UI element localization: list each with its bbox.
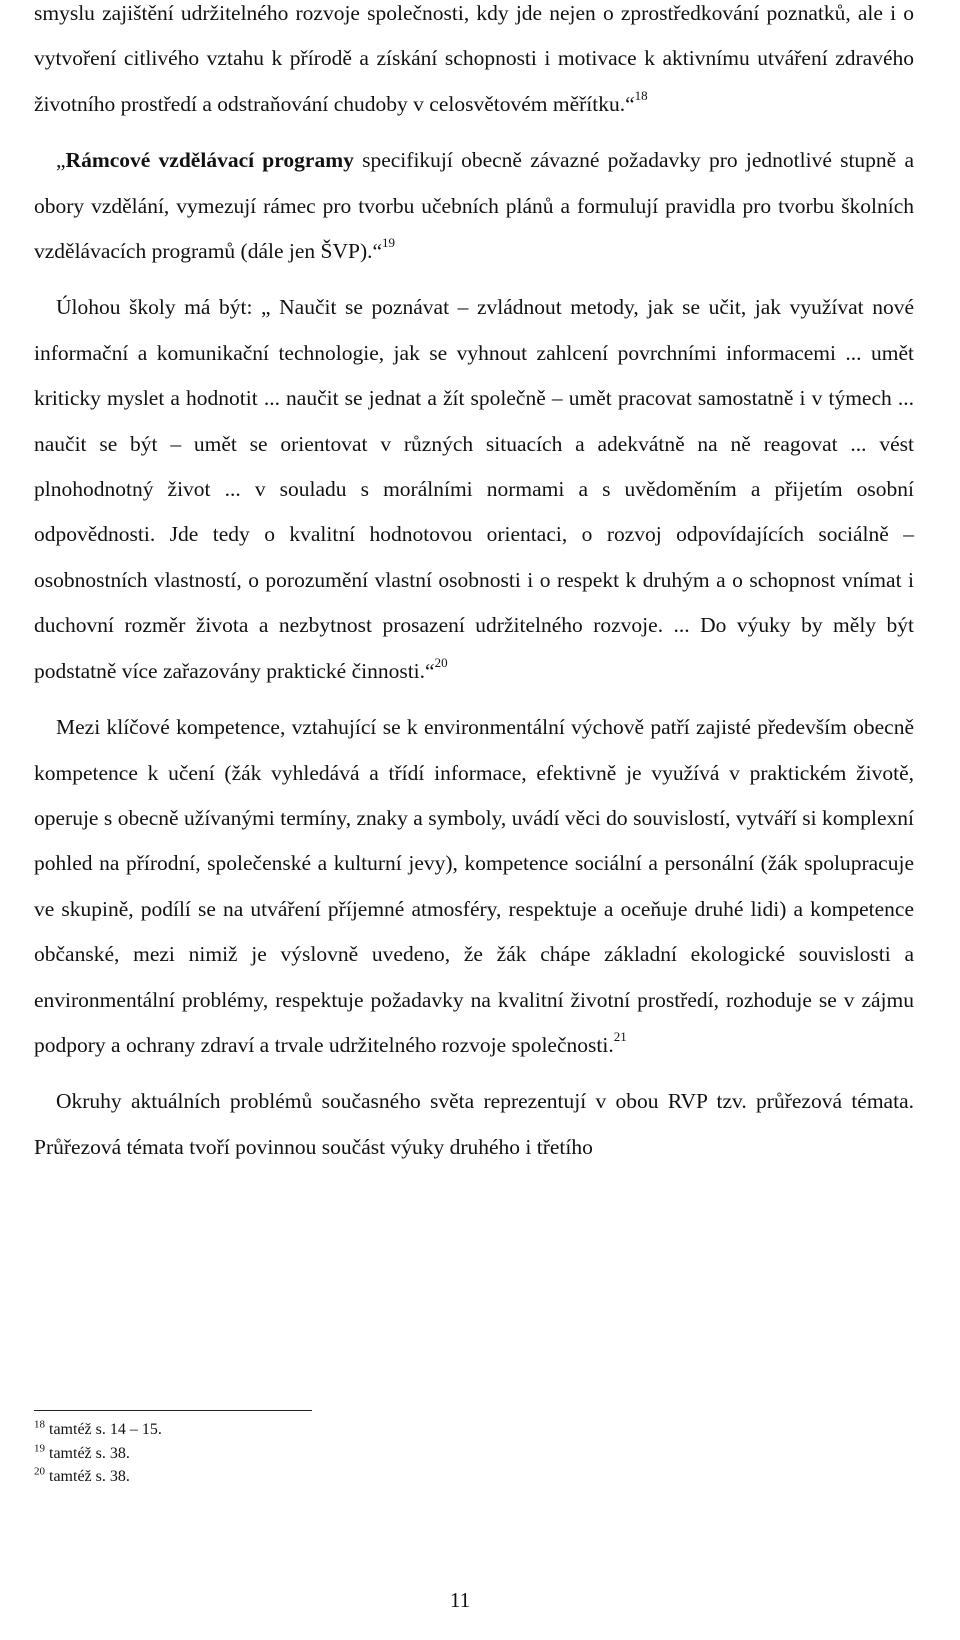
footnote-ref-19[interactable]: 19 [382, 234, 396, 250]
footnote-ref-21[interactable]: 21 [613, 1028, 627, 1044]
paragraph-5-text: Okruhy aktuálních problémů současného světa reprezentují v obou RVP tzv. průřezová témata. Průřezová témata tvoří povinnou součást výuky druhého i třetího [34, 1089, 914, 1159]
paragraph-spacer [34, 1068, 914, 1079]
footnote-ref-20[interactable]: 20 [434, 654, 448, 670]
paragraph-2 [34, 138, 914, 274]
footnote-text: tamtéž s. 38. [45, 1468, 130, 1485]
paragraph-1-text: smyslu zajištění udržitelného rozvoje společnosti, kdy jde nejen o zprostředkování poznatků, ale i o vytvoření citlivého vztahu k přírodě a získání schopnosti i motivace k aktivnímu utváření zdravého životního prostředí a odstraňování chudoby v celosvětovém měřítku.“ [34, 1, 914, 116]
footnote-item [34, 1465, 634, 1489]
footnote-number: 18 [34, 1418, 45, 1431]
body-text [34, 0, 914, 1170]
paragraph-4-text: Mezi klíčové kompetence, vztahující se k environmentální výchově patří zajisté především obecně kompetence k učení (žák vyhledává a třídí informace, efektivně je využívá v praktickém životě, operuje s obecně užívanými termíny, znaky a symboly, uvádí věci do souvislostí, vytváří si komplexní pohled na přírodní, společenské a kulturní jevy), kompetence sociální a personální (žák spolupracuje ve skupině, podílí se na utváření příjemné atmosféry, respektuje a oceňuje druhé lidi) a kompetence občanské, mezi nimiž je výslovně uvedeno, že žák chápe základní ekologické souvislosti a environmentální problémy, respektuje požadavky na kvalitní životní prostředí, rozhoduje se v zájmu podpory a ochrany zdraví a trvale udržitelného rozvoje společnosti. [34, 715, 914, 1057]
page-number: 11 [449, 1588, 471, 1612]
footnote-item [34, 1442, 634, 1466]
paragraph-3-text: Úlohou školy má být: „ Naučit se poznávat – zvládnout metody, jak se učit, jak využívat nové informační a komunikační technologie, jak se vyhnout zahlcení povrchními informacemi ... umět kriticky myslet a hodnotit ... naučit se jednat a žít společně – umět pracovat samostatně i v týmech ... naučit se být – umět se orientovat v různých situacích a adekvátně na ně reagovat ... vést plnohodnotný život ... v souladu s morálními normami a s uvědoměním a přijetím osobní odpovědnosti. Jde tedy o kvalitní hodnotovou orientaci, o rozvoj odpovídajících sociálně – osobnostních vlastností, o porozumění vlastní osobnosti i o respekt k druhým a o schopnost vnímat i duchovní rozměr života a nezbytnost prosazení udržitelného rozvoje. ... Do výuky by měly být podstatně více zařazovány praktické činnosti.“ [34, 295, 914, 683]
paragraph-2-bold-term: Rámcové vzdělávací programy [65, 148, 354, 173]
paragraph-2-open-quote: „ [56, 148, 66, 173]
footnote-item [34, 1418, 634, 1442]
footnote-separator [34, 1410, 312, 1411]
paragraph-spacer [34, 127, 914, 138]
footnote-number: 19 [34, 1442, 45, 1455]
paragraph-5 [34, 1079, 914, 1170]
paragraph-2-text: specifikují obecně závazné požadavky pro jednotlivé stupně a obory vzdělání, vymezují rámec pro tvorbu učebních plánů a formulují pravidla pro tvorbu školních vzdělávacích programů (dále jen ŠVP).“ [34, 148, 914, 264]
paragraph-3 [34, 285, 914, 694]
paragraph-spacer [34, 274, 914, 285]
footnote-ref-18[interactable]: 18 [634, 87, 648, 103]
footnote-text: tamtéž s. 38. [45, 1444, 130, 1462]
paragraph-4 [34, 705, 914, 1068]
paragraph-1 [34, 0, 914, 127]
footnotes [34, 1418, 634, 1489]
footnote-number: 20 [34, 1465, 45, 1478]
paragraph-spacer [34, 694, 914, 705]
footnote-text: tamtéž s. 14 – 15. [45, 1421, 162, 1438]
